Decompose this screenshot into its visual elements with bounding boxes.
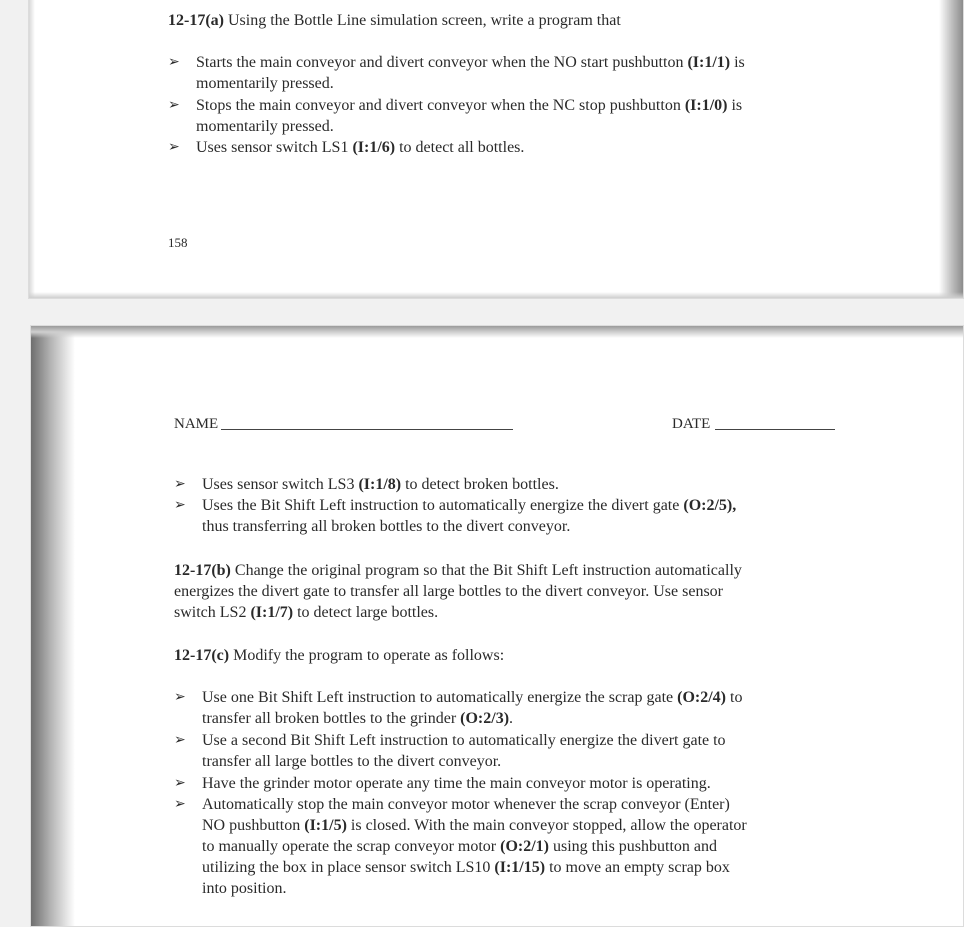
exercise-heading-c: 12-17(c) Modify the program to operate as follows: — [174, 647, 505, 664]
arrow-bullet-icon: ➢ — [174, 498, 186, 513]
bullet-line: Automatically stop the main conveyor motor whenever the scrap conveyor (Enter) — [202, 796, 730, 813]
bullet-line: transfer all broken bottles to the grinder (O:2/3). — [202, 710, 514, 727]
bullet-line: to manually operate the scrap conveyor motor (O:2/1) using this pushbutton and — [202, 838, 718, 855]
arrow-bullet-icon: ➢ — [168, 140, 180, 155]
arrow-bullet-icon: ➢ — [168, 55, 180, 70]
bullet-line: thus transferring all broken bottles to the divert conveyor. — [202, 518, 571, 535]
bullet-line: transfer all large bottles to the divert conveyor. — [202, 753, 502, 770]
page-shadow-top — [31, 326, 963, 338]
bullet-line: Have the grinder motor operate any time the main conveyor motor is operating. — [202, 775, 711, 792]
page-shadow-left — [31, 326, 75, 926]
page-shadow-left — [29, 0, 35, 298]
page-shadow-right — [939, 0, 963, 298]
arrow-bullet-icon: ➢ — [174, 797, 186, 812]
name-label: NAME — [174, 416, 219, 432]
date-line — [715, 429, 835, 430]
bullet-line: Stops the main conveyor and divert conveyor when the NC stop pushbutton (I:1/0) is — [196, 97, 743, 114]
bullet-line: Use one Bit Shift Left instruction to automatically energize the scrap gate (O:2/4) to — [202, 689, 743, 706]
exercise-heading-a: 12-17(a) Using the Bottle Line simulation screen, write a program that — [168, 12, 621, 29]
arrow-bullet-icon: ➢ — [168, 98, 180, 113]
bullet-line: NO pushbutton (I:1/5) is closed. With the main conveyor stopped, allow the operator — [202, 817, 747, 834]
arrow-bullet-icon: ➢ — [174, 776, 186, 791]
bullet-line: momentarily pressed. — [196, 118, 334, 135]
bullet-line: utilizing the box in place sensor switch LS10 (I:1/15) to move an empty scrap box — [202, 859, 730, 876]
arrow-bullet-icon: ➢ — [174, 733, 186, 748]
arrow-bullet-icon: ➢ — [174, 690, 186, 705]
paragraph-line: switch LS2 (I:1/7) to detect large bottles. — [174, 604, 439, 621]
page-number: 158 — [168, 235, 188, 250]
page-shadow-bottom — [29, 292, 963, 298]
exercise-heading-b: 12-17(b) Change the original program so that the Bit Shift Left instruction automatically — [174, 562, 742, 579]
arrow-bullet-icon: ➢ — [174, 477, 186, 492]
name-line — [221, 429, 513, 430]
page-top — [28, 0, 964, 299]
page-bottom — [30, 325, 964, 927]
bullet-line: Uses sensor switch LS1 (I:1/6) to detect all bottles. — [196, 139, 525, 156]
bullet-line: into position. — [202, 880, 287, 897]
bullet-line: Starts the main conveyor and divert conveyor when the NO start pushbutton (I:1/1) is — [196, 54, 745, 71]
date-label: DATE — [672, 416, 711, 432]
bullet-line: Uses the Bit Shift Left instruction to automatically energize the divert gate (O:2/5), — [202, 497, 737, 514]
paragraph-line: energizes the divert gate to transfer all large bottles to the divert conveyor. Use sensor — [174, 583, 724, 600]
bullet-line: Uses sensor switch LS3 (I:1/8) to detect broken bottles. — [202, 476, 559, 493]
bullet-line: Use a second Bit Shift Left instruction to automatically energize the divert gate to — [202, 732, 726, 749]
bullet-line: momentarily pressed. — [196, 75, 334, 92]
